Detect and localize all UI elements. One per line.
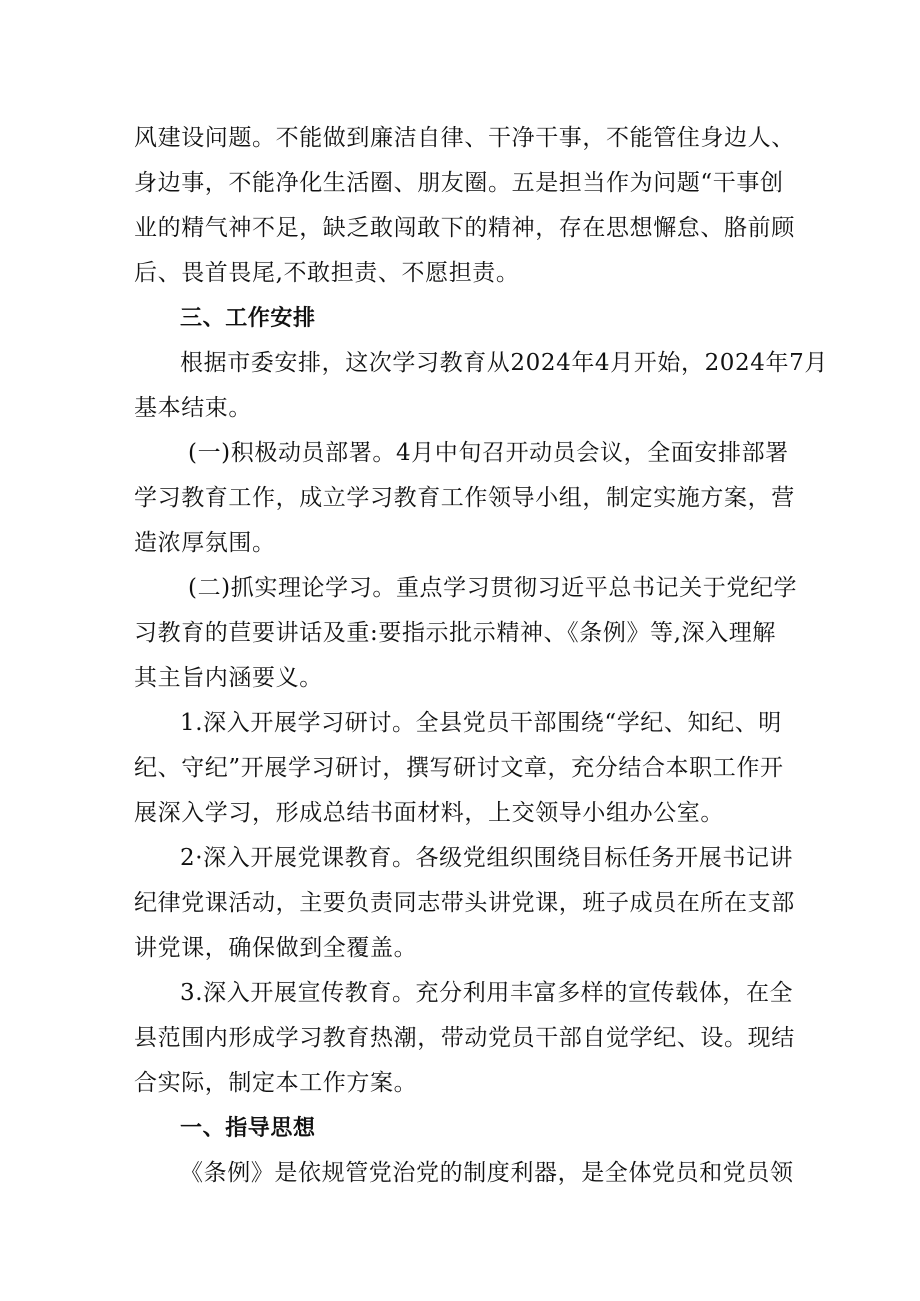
- paragraph-line: 后、畏首畏尾,不敢担责、不愿担责。: [134, 260, 520, 286]
- paragraph-line: 讲党课，确保做到全覆盖。: [134, 935, 418, 961]
- paragraph-line: 其主旨内涵要义。: [134, 665, 323, 691]
- paragraph-line: (二)抓实理论学习。重点学习贯彻习近平总书记关于党纪学: [188, 575, 798, 601]
- paragraph-line: 2·深入开展党课教育。各级党组织围绕目标任务开展书记讲: [180, 845, 794, 871]
- section-heading-guiding-ideology: 一、指导思想: [180, 1116, 316, 1141]
- paragraph-line: 3.深入开展宣传教育。充分利用丰富多样的宣传载体，在全: [180, 980, 794, 1006]
- paragraph-line: 1.深入开展学习研讨。全县党员干部围绕“学纪、知纪、明: [180, 710, 782, 736]
- paragraph-line: 纪、守纪”开展学习研讨，撰写研讨文章，充分结合本职工作开: [134, 755, 784, 781]
- paragraph-line: 县范围内形成学习教育热潮，带动党员干部自觉学纪、设。现结: [134, 1025, 795, 1051]
- paragraph-line: (一)积极动员部署。4月中旬召开动员会议，全面安排部署: [188, 440, 789, 466]
- paragraph-line: 纪律党课活动，主要负责同志带头讲党课，班子成员在所在支部: [134, 890, 795, 916]
- paragraph-line: 造浓厚氛围。: [134, 530, 276, 556]
- section-heading-work-arrangement: 三、工作安排: [180, 306, 316, 331]
- paragraph-line: 风建设问题。不能做到廉洁自律、干净干事，不能管住身边人、: [134, 125, 795, 151]
- paragraph-line: 合实际，制定本工作方案。: [134, 1070, 418, 1096]
- paragraph-line: 身边事，不能净化生活圈、朋友圈。五是担当作为问题“干事创: [134, 170, 784, 196]
- paragraph-line: 根据市委安排，这次学习教育从2024年4月开始，2024年7月: [180, 350, 828, 376]
- paragraph-line: 展深入学习，形成总结书面材料，上交领导小组办公室。: [134, 800, 724, 826]
- paragraph-line: 业的精气神不足，缺乏敢闯敢下的精神，存在思想懈怠、胳前顾: [134, 215, 795, 241]
- paragraph-line: 《条例》是依规管党治党的制度利器，是全体党员和党员领: [180, 1160, 794, 1186]
- paragraph-line: 习教育的苣要讲话及重:要指示批示精神、《条例》等,深入理解: [134, 620, 776, 646]
- paragraph-line: 基本结束。: [134, 395, 252, 421]
- document-body: [134, 116, 828, 1196]
- paragraph-line: 学习教育工作，成立学习教育工作领导小组，制定实施方案，营: [134, 485, 795, 511]
